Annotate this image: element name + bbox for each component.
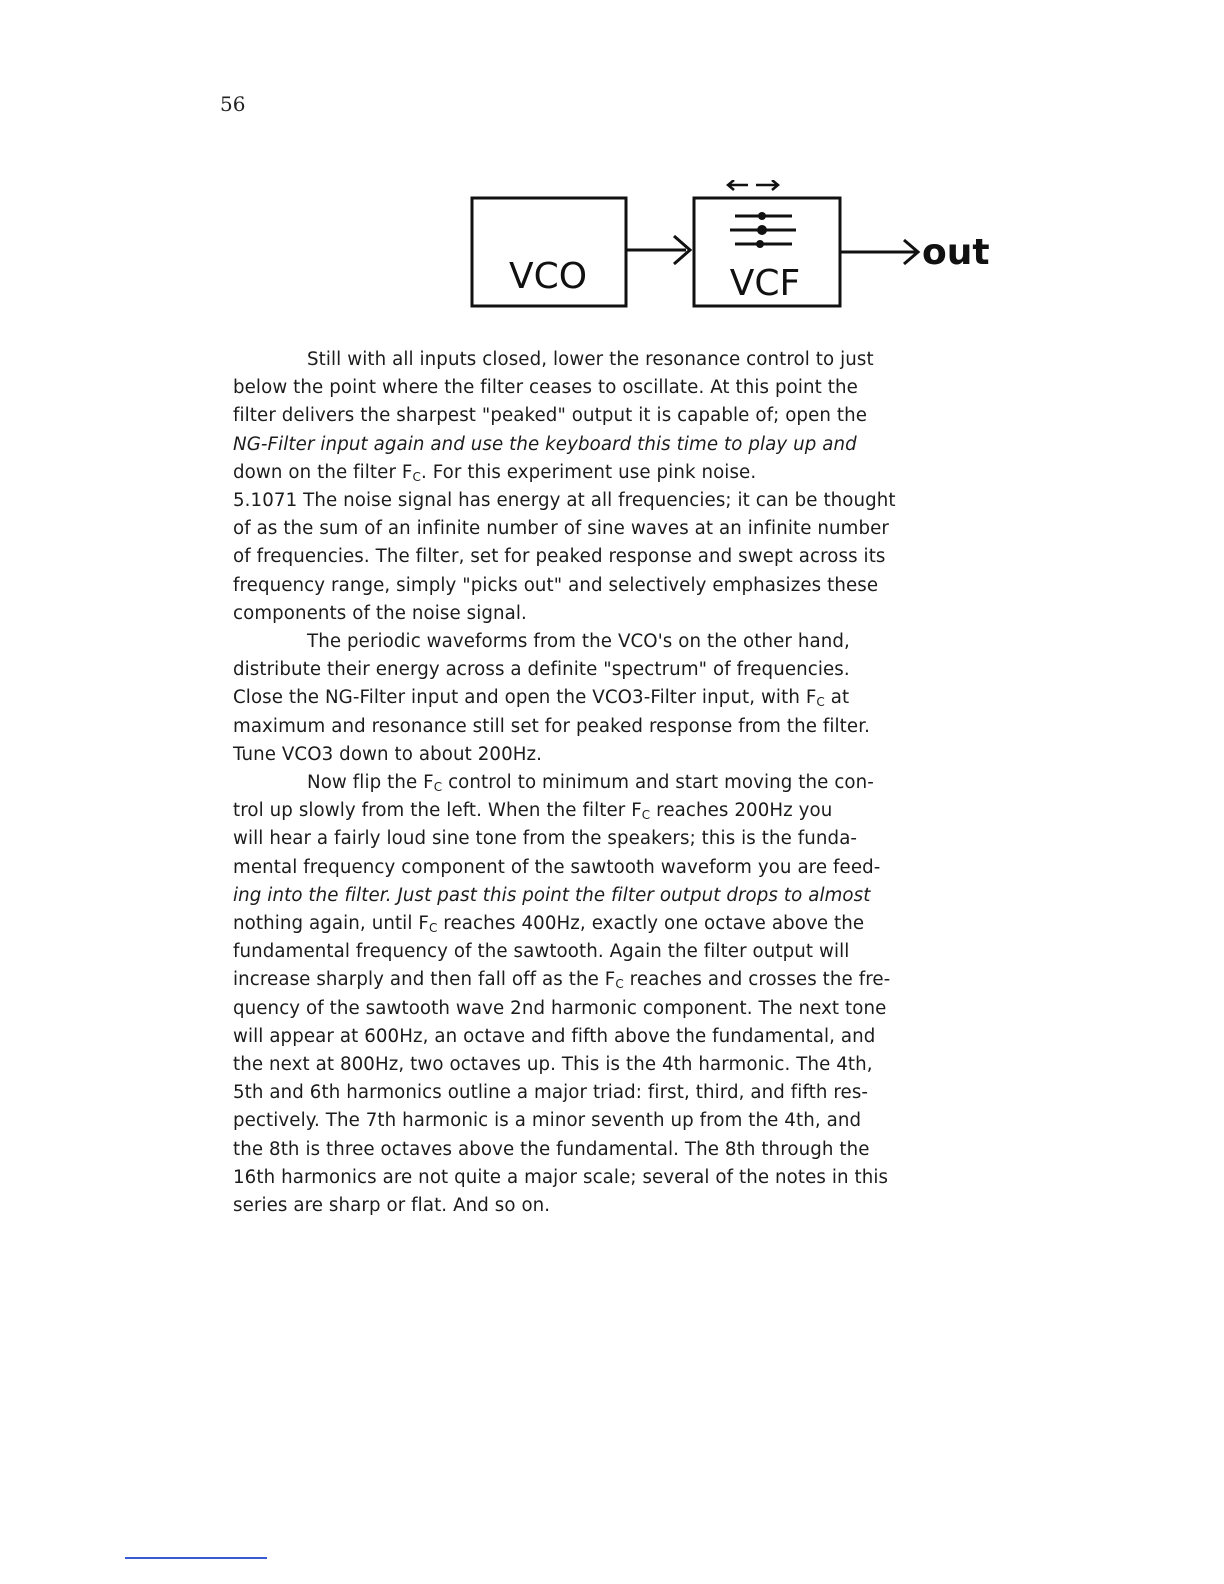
text-line: mental frequency component of the sawtooth waveform you are feed- bbox=[233, 856, 881, 878]
text-line: the next at 800Hz, two octaves up. This is the 4th harmonic. The 4th, bbox=[233, 1054, 873, 1076]
paragraph bbox=[233, 769, 923, 1220]
text-line: Now flip the $F_C$ control to minimum and start moving the con- bbox=[307, 772, 874, 795]
vco-label: VCO bbox=[508, 256, 588, 297]
body-text bbox=[233, 346, 923, 1220]
diagram-svg bbox=[460, 180, 1000, 320]
text-line: Tune VCO3 down to about 200Hz. bbox=[233, 743, 543, 765]
output-label: out bbox=[922, 232, 990, 273]
text-line: 16th harmonics are not quite a major scale; several of the notes in this bbox=[233, 1166, 889, 1188]
text-line: components of the noise signal. bbox=[233, 602, 527, 624]
text-line: increase sharply and then fall off as the $F_C$ reaches and crosses the fre- bbox=[233, 969, 891, 992]
text-line: 5.1071 The noise signal has energy at all frequencies; it can be thought bbox=[233, 490, 896, 512]
text-line: of frequencies. The filter, set for peaked response and swept across its bbox=[233, 546, 886, 568]
vcf-label: VCF bbox=[729, 263, 801, 304]
text-line: maximum and resonance still set for peaked response from the filter. bbox=[233, 715, 870, 737]
text-line: quency of the sawtooth wave 2nd harmonic component. The next tone bbox=[233, 997, 887, 1019]
filter-symbol-icon bbox=[730, 212, 796, 248]
paragraph bbox=[233, 346, 923, 487]
text-line: nothing again, until $F_C$ reaches 400Hz, exactly one octave above the bbox=[233, 913, 865, 936]
text-line: will hear a fairly loud sine tone from the speakers; this is the funda- bbox=[233, 828, 858, 850]
text-line: ing into the filter. Just past this point the filter output drops to almost bbox=[233, 884, 871, 906]
text-line: filter delivers the sharpest "peaked" output it is capable of; open the bbox=[233, 405, 868, 427]
signal-flow-diagram bbox=[460, 180, 1000, 320]
text-line: of as the sum of an infinite number of sine waves at an infinite number bbox=[233, 518, 889, 540]
text-line: distribute their energy across a definite "spectrum" of frequencies. bbox=[233, 659, 850, 681]
footnote-rule bbox=[125, 1557, 267, 1559]
text-line: down on the filter $F_C$. For this experiment use pink noise. bbox=[233, 461, 757, 484]
text-line: trol up slowly from the left. When the filter $F_C$ reaches 200Hz you bbox=[233, 800, 833, 823]
text-line: Still with all inputs closed, lower the resonance control to just bbox=[307, 349, 874, 370]
text-line: pectively. The 7th harmonic is a minor seventh up from the 4th, and bbox=[233, 1110, 862, 1132]
text-line: NG-Filter input again and use the keyboard this time to play up and bbox=[233, 433, 857, 455]
text-line: Close the NG-Filter input and open the VCO3-Filter input, with $F_C$ at bbox=[233, 687, 850, 710]
text-line: will appear at 600Hz, an octave and fifth above the fundamental, and bbox=[233, 1025, 876, 1047]
text-line: The periodic waveforms from the VCO's on the other hand, bbox=[307, 631, 850, 653]
text-line: below the point where the filter ceases to oscillate. At this point the bbox=[233, 377, 858, 399]
paragraph bbox=[233, 487, 923, 628]
text-line: series are sharp or flat. And so on. bbox=[233, 1195, 551, 1217]
text-line: fundamental frequency of the sawtooth. Again the filter output will bbox=[233, 941, 850, 963]
text-line: 5th and 6th harmonics outline a major triad: first, third, and fifth res- bbox=[233, 1082, 869, 1104]
page-number: 56 bbox=[220, 92, 246, 116]
paragraph bbox=[233, 628, 923, 769]
sweep-arrows-icon bbox=[728, 180, 778, 190]
text-line: frequency range, simply "picks out" and selectively emphasizes these bbox=[233, 574, 879, 596]
text-line: the 8th is three octaves above the fundamental. The 8th through the bbox=[233, 1138, 870, 1160]
